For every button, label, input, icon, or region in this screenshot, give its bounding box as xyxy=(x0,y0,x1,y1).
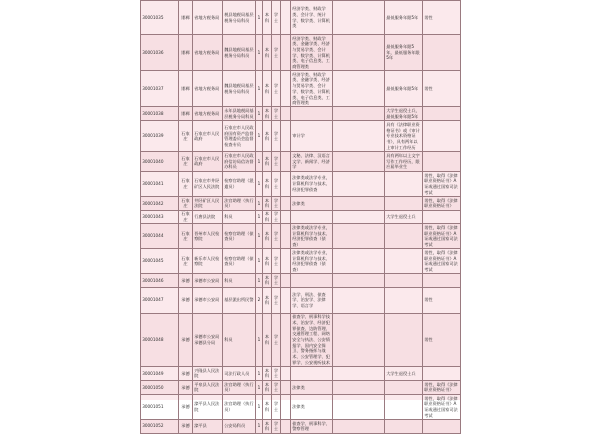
major-cell xyxy=(291,210,333,224)
education-cell: 本科 xyxy=(263,380,272,394)
position-code-cell: 30001048 xyxy=(141,313,179,366)
city-cell: 石家庄 xyxy=(179,121,193,152)
table-row xyxy=(141,224,461,249)
city-cell: 邯郸 xyxy=(179,71,193,107)
count-cell: 1 xyxy=(256,151,263,171)
spacer-cell xyxy=(281,71,291,107)
position-code-cell: 30001040 xyxy=(141,151,179,171)
city-cell: 石家庄 xyxy=(179,196,193,210)
count-cell: 1 xyxy=(256,313,263,366)
position-code-cell: 30001038 xyxy=(141,107,179,121)
requirement-cell: 最低服务年限5年，最低服务年限5年 xyxy=(385,35,423,71)
position-code-cell: 30001047 xyxy=(141,287,179,313)
spacer-cell xyxy=(333,71,385,107)
spacer-cell xyxy=(281,274,291,288)
spacer-cell xyxy=(333,210,385,224)
spacer-cell xyxy=(333,151,385,171)
requirement-cell xyxy=(385,380,423,394)
position-code-cell: 30001039 xyxy=(141,121,179,152)
count-cell: 1 xyxy=(256,1,263,35)
note-cell: 男性 xyxy=(423,1,461,35)
spacer-cell xyxy=(333,196,385,210)
spacer-cell xyxy=(281,287,291,313)
spacer-cell xyxy=(333,171,385,196)
department-cell: 永年县地税局基层税务分局科员 xyxy=(224,108,254,119)
position-code-cell: 30001042 xyxy=(141,196,179,210)
note-cell: 男性，取得《法律职业资格证书》 xyxy=(423,196,461,210)
position-code-cell: 30001050 xyxy=(141,380,179,394)
city-cell: 石家庄 xyxy=(179,171,193,196)
major-cell: 法律类或法学专业，计算机科学与技术、经济犯罪侦查（侦查） xyxy=(291,249,333,274)
note-cell xyxy=(423,366,461,380)
city-cell: 承德 xyxy=(179,380,193,394)
count-cell: 1 xyxy=(256,224,263,249)
table-row xyxy=(141,313,461,366)
spacer-cell xyxy=(281,249,291,274)
spacer-cell xyxy=(281,394,291,419)
position-code-cell: 30001037 xyxy=(141,71,179,107)
major-cell: 侦查学、刑事科学、警察管理 xyxy=(291,419,333,433)
position-code-cell: 30001051 xyxy=(141,394,179,419)
department-cell: 税县地税局基层税务分局科员 xyxy=(223,1,256,35)
table-row xyxy=(141,171,461,196)
spacer-cell xyxy=(281,224,291,249)
table-row xyxy=(141,380,461,394)
department-cell: 魏县地税局基层税务分局科员 xyxy=(223,71,256,107)
table-row xyxy=(141,107,461,121)
recruitment-table xyxy=(140,0,461,434)
spacer-cell xyxy=(281,121,291,152)
unit-cell: 石家庄市人民政府 xyxy=(193,121,223,152)
count-cell: 1 xyxy=(256,366,263,380)
unit-cell: 兴隆县人民法院 xyxy=(193,366,223,380)
table-body xyxy=(141,1,461,434)
degree-cell: 学士 xyxy=(272,1,281,35)
count-cell: 1 xyxy=(256,107,263,121)
note-cell xyxy=(423,107,461,121)
degree-cell: 学士 xyxy=(272,35,281,71)
unit-cell: 承德市公安局 xyxy=(193,274,223,288)
position-code-cell: 30001043 xyxy=(141,210,179,224)
city-cell: 邯郸 xyxy=(179,35,193,71)
spacer-cell xyxy=(281,107,291,121)
table-row xyxy=(141,1,461,35)
spacer-cell xyxy=(281,196,291,210)
spacer-cell xyxy=(333,249,385,274)
major-cell: 法律类 xyxy=(291,196,333,210)
requirement-cell xyxy=(385,419,423,433)
unit-cell: 石家庄市人民政府 xyxy=(193,151,223,171)
count-cell: 1 xyxy=(256,419,263,433)
spacer-cell xyxy=(281,1,291,35)
degree-cell: 学士 xyxy=(272,107,281,121)
requirement-cell xyxy=(385,313,423,366)
spacer-cell xyxy=(333,394,385,419)
note-cell xyxy=(423,210,461,224)
position-code-cell: 30001046 xyxy=(141,274,179,288)
note-cell xyxy=(423,35,461,71)
table-row xyxy=(141,394,461,419)
major-cell: 经济学类、财政学类、金融学类、经济与贸易学类、会计学、数学类、计算机类、电子信息类、工商管理类 xyxy=(291,71,333,107)
table-row xyxy=(141,419,461,433)
spacer-cell xyxy=(333,107,385,121)
unit-cell: 承德市公安局承德县分局 xyxy=(193,313,223,366)
department-cell: 司法行政人员 xyxy=(223,366,256,380)
spacer-cell xyxy=(281,380,291,394)
department-cell: 检察官助理（派遣员） xyxy=(223,171,256,196)
unit-cell: 滦平县 xyxy=(193,419,223,433)
city-cell: 石家庄 xyxy=(179,224,193,249)
spacer-cell xyxy=(281,366,291,380)
city-cell: 邯郸 xyxy=(179,107,193,121)
document-page xyxy=(140,0,460,432)
requirement-cell xyxy=(385,196,423,210)
spacer-cell xyxy=(333,274,385,288)
unit-cell: 滦平县人民法院 xyxy=(193,394,223,419)
degree-cell: 学士 xyxy=(272,171,281,196)
count-cell: 1 xyxy=(256,210,263,224)
spacer-cell xyxy=(333,287,385,313)
requirement-cell: 大学生退役士兵，最低服务年限5年 xyxy=(385,107,423,121)
major-cell xyxy=(291,107,333,121)
note-cell: 男性，取得《法律职业资格证书》A证或通过国家司法考试 xyxy=(423,394,461,419)
requirement-cell xyxy=(385,274,423,288)
education-cell: 本科 xyxy=(263,287,272,313)
note-cell xyxy=(423,419,461,433)
education-cell: 本科 xyxy=(263,224,272,249)
unit-cell: 省地方税务局 xyxy=(193,1,223,35)
table-row xyxy=(141,210,461,224)
city-cell: 承德 xyxy=(179,366,193,380)
education-cell: 本科 xyxy=(263,419,272,433)
unit-cell: 晋州市人民检察院 xyxy=(193,224,223,249)
count-cell: 1 xyxy=(256,35,263,71)
unit-cell: 平泉县人民法院 xyxy=(193,380,223,394)
city-cell: 邯郸 xyxy=(179,1,193,35)
education-cell: 本科 xyxy=(263,1,272,35)
note-cell: 男性 xyxy=(423,287,461,313)
table-row xyxy=(141,249,461,274)
department-cell: 石家庄市人民政府信访局信访督办科员 xyxy=(223,151,256,171)
spacer-cell xyxy=(333,35,385,71)
note-cell: 男性 xyxy=(423,71,461,107)
unit-cell: 井陉矿区人民法院 xyxy=(193,196,223,210)
major-cell: 经济学类、财政学类、金融学类、经济与贸易学类、会计学、数学类、计算机类、电子信息类、工商管理类 xyxy=(291,35,333,71)
note-cell xyxy=(423,151,461,171)
major-cell: 审计学 xyxy=(291,121,333,152)
city-cell: 承德 xyxy=(179,419,193,433)
city-cell: 石家庄 xyxy=(179,151,193,171)
education-cell: 本科 xyxy=(263,274,272,288)
degree-cell: 学士 xyxy=(272,210,281,224)
requirement-cell: 大学生退役士兵 xyxy=(385,210,423,224)
count-cell: 1 xyxy=(256,71,263,107)
city-cell: 承德 xyxy=(179,287,193,313)
requirement-cell: 具有两年以上文字写作工作经历，限应届毕业生 xyxy=(385,151,423,171)
count-cell: 1 xyxy=(256,274,263,288)
department-cell: 魏县地税局基层税务分局科员 xyxy=(223,35,256,71)
degree-cell: 学士 xyxy=(272,196,281,210)
degree-cell: 学士 xyxy=(272,394,281,419)
degree-cell: 学士 xyxy=(272,287,281,313)
city-cell: 石家庄 xyxy=(179,210,193,224)
department-cell: 科员 xyxy=(223,274,256,288)
count-cell: 1 xyxy=(256,394,263,419)
count-cell: 1 xyxy=(256,196,263,210)
city-cell: 承德 xyxy=(179,274,193,288)
department-cell: 法官助理（执行员） xyxy=(223,394,256,419)
table-row xyxy=(141,35,461,71)
note-cell: 男性，取得《法律职业资格证书》A证或通过国家司法考试 xyxy=(423,171,461,196)
table-row xyxy=(141,71,461,107)
spacer-cell xyxy=(333,224,385,249)
position-code-cell: 30001049 xyxy=(141,366,179,380)
table-row xyxy=(141,366,461,380)
education-cell: 本科 xyxy=(263,249,272,274)
major-cell xyxy=(291,274,333,288)
requirement-cell: 具有《法律职业资格证书》或《审计专业技术资格证书》，具有两年以上审计工作经历 xyxy=(385,121,423,152)
major-cell: 法律类或法学专业，计算机科学与技术、经济犯罪侦查（侦查） xyxy=(291,224,333,249)
education-cell: 本科 xyxy=(263,71,272,107)
table-row xyxy=(141,196,461,210)
major-cell: 侦查学、刑事科学技术、治安学、经济犯罪侦查、边防管理、交通管理工程、网络安全与执法、公安情报学、国内安全保卫、警务指挥与战术、公安管理学、犯罪学、公安视听技术 xyxy=(291,313,333,366)
degree-cell: 学士 xyxy=(272,366,281,380)
note-cell xyxy=(423,274,461,288)
count-cell: 1 xyxy=(256,249,263,274)
department-cell: 法官助理（执行员） xyxy=(224,381,254,393)
requirement-cell xyxy=(385,287,423,313)
major-cell: 经济学类、财政学类、会计学、统计学、数学类、计算机类 xyxy=(291,1,333,35)
spacer-cell xyxy=(281,35,291,71)
note-cell: 男性，取得《法律职业资格证书》A证或通过国家司法考试 xyxy=(423,249,461,274)
spacer-cell xyxy=(281,210,291,224)
degree-cell: 学士 xyxy=(272,274,281,288)
count-cell: 1 xyxy=(256,380,263,394)
spacer-cell xyxy=(333,366,385,380)
city-cell: 石家庄 xyxy=(179,249,193,274)
degree-cell: 学士 xyxy=(272,249,281,274)
count-cell: 2 xyxy=(256,287,263,313)
note-cell: 男性 xyxy=(423,313,461,366)
major-cell: 法律类 xyxy=(291,394,333,419)
department-cell: 科员 xyxy=(223,210,256,224)
count-cell: 1 xyxy=(256,121,263,152)
degree-cell: 学士 xyxy=(272,313,281,366)
major-cell: 法律类或法学专业，计算机科学与技术、经济犯罪侦查 xyxy=(291,171,333,196)
degree-cell: 学士 xyxy=(272,121,281,152)
position-code-cell: 30001035 xyxy=(141,1,179,35)
education-cell: 本科 xyxy=(263,196,272,210)
note-cell xyxy=(423,121,461,152)
position-code-cell: 30001044 xyxy=(141,224,179,249)
position-code-cell: 30001052 xyxy=(141,419,179,433)
education-cell: 本科 xyxy=(263,171,272,196)
position-code-cell: 30001041 xyxy=(141,171,179,196)
degree-cell: 学士 xyxy=(272,380,281,394)
table-row xyxy=(141,121,461,152)
requirement-cell: 最低服务年限5年 xyxy=(385,1,423,35)
department-cell: 基层派出所民警 xyxy=(223,287,256,313)
position-code-cell: 30001036 xyxy=(141,35,179,71)
education-cell: 本科 xyxy=(263,366,272,380)
requirement-cell xyxy=(385,171,423,196)
department-cell: 检察官助理（侦查员） xyxy=(223,249,256,274)
unit-cell: 省地方税务局 xyxy=(193,107,223,121)
city-cell: 承德 xyxy=(179,313,193,366)
requirement-cell xyxy=(385,249,423,274)
city-cell: 承德 xyxy=(179,394,193,419)
education-cell: 本科 xyxy=(263,121,272,152)
department-cell: 石家庄市人民政府国有资产监督管理委员会监督检查专员 xyxy=(223,121,256,152)
education-cell: 本科 xyxy=(263,210,272,224)
major-cell: 法律类 xyxy=(291,380,333,394)
requirement-cell: 最低服务年限5年 xyxy=(385,71,423,107)
spacer-cell xyxy=(333,380,385,394)
unit-cell: 新乐市人民检察院 xyxy=(193,249,223,274)
spacer-cell xyxy=(281,419,291,433)
education-cell: 本科 xyxy=(263,151,272,171)
note-cell: 男性，取得《法律职业资格证书》 xyxy=(423,380,461,394)
table-row xyxy=(141,274,461,288)
spacer-cell xyxy=(281,171,291,196)
note-cell: 男性，取得《法律职业资格证书》A证或通过国家司法考试 xyxy=(423,224,461,249)
unit-cell: 省地方税务局 xyxy=(193,71,223,107)
major-cell xyxy=(291,366,333,380)
department-cell: 公安局科员 xyxy=(223,419,256,433)
spacer-cell xyxy=(333,1,385,35)
degree-cell: 学士 xyxy=(272,151,281,171)
major-cell: 法学、刑法、侦查学、治安学、法律学、语言学 xyxy=(291,287,333,313)
spacer-cell xyxy=(281,151,291,171)
unit-cell: 承德市公安局 xyxy=(193,287,223,313)
education-cell: 本科 xyxy=(263,313,272,366)
position-code-cell: 30001045 xyxy=(141,249,179,274)
count-cell: 1 xyxy=(256,171,263,196)
spacer-cell xyxy=(333,419,385,433)
education-cell: 本科 xyxy=(263,35,272,71)
table-row xyxy=(141,287,461,313)
major-cell: 文秘、法律、汉语言文学、新闻学、经济学 xyxy=(291,151,333,171)
department-cell: 科员 xyxy=(223,313,256,366)
requirement-cell xyxy=(385,224,423,249)
table-row xyxy=(141,151,461,171)
requirement-cell: 大学生退役士兵 xyxy=(385,366,423,380)
department-cell: 法官助理（执行员） xyxy=(224,197,254,209)
unit-cell: 石家庄市井陉矿区人民法院 xyxy=(193,171,223,196)
degree-cell: 学士 xyxy=(272,419,281,433)
spacer-cell xyxy=(281,313,291,366)
spacer-cell xyxy=(333,121,385,152)
education-cell: 本科 xyxy=(263,107,272,121)
requirement-cell xyxy=(385,394,423,419)
spacer-cell xyxy=(333,313,385,366)
education-cell: 本科 xyxy=(263,394,272,419)
unit-cell: 行唐县法院 xyxy=(193,210,223,224)
department-cell: 检察官助理（侦查员） xyxy=(223,224,256,249)
degree-cell: 学士 xyxy=(272,71,281,107)
degree-cell: 学士 xyxy=(272,224,281,249)
unit-cell: 省地方税务局 xyxy=(193,35,223,71)
